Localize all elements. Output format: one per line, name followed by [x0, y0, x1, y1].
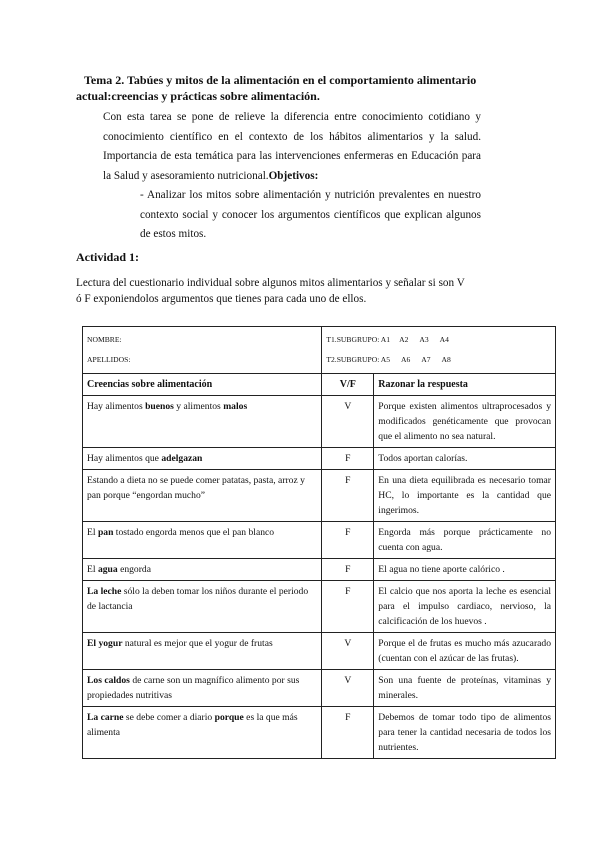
belief-text: tostado engorda menos que el pan blanco	[113, 527, 275, 538]
activity-instructions	[76, 276, 516, 307]
belief-text: se debe comer a diario	[123, 712, 215, 723]
belief-keyword: porque	[214, 712, 244, 723]
table-row	[83, 396, 556, 448]
reason-cell: Porque el de frutas es mucho más azucarado (cuentan con el azúcar de las frutas).	[374, 633, 556, 670]
vf-answer: F	[322, 448, 374, 470]
belief-cell	[83, 581, 322, 633]
belief-keyword: pan	[97, 527, 114, 538]
reason-cell: Todos aportan calorías.	[374, 448, 556, 470]
subgroup-cell	[322, 327, 556, 374]
title-line-2: actual:creencias y prácticas sobre alimentación.	[76, 89, 320, 103]
intro-text: Con esta tarea se pone de relieve la diferencia entre conocimiento cotidiano y conocimiento científico en el contexto de los hábitos alimentarios y la salud. Importancia de esta temática para las intervenciones enfermeras en Educación para la Salud y asesoramiento nutricional.	[103, 111, 481, 182]
belief-text: es la que más alimenta	[87, 712, 298, 738]
belief-cell	[83, 633, 322, 670]
intro-paragraph	[103, 108, 481, 186]
belief-text: El	[87, 564, 98, 575]
objectives-label: Objetivos:	[268, 169, 319, 182]
table-row	[83, 633, 556, 670]
subgroup-t2: T2.SUBGRUPO: A5 A6 A7 A8	[326, 355, 451, 364]
student-name-cell	[83, 327, 322, 374]
column-header-row	[83, 374, 556, 396]
nombre-label: NOMBRE:	[87, 335, 122, 344]
belief-text: natural es mejor que el yogur de frutas	[122, 638, 273, 649]
table-row	[83, 522, 556, 559]
column-header-vf: V/F	[322, 374, 374, 396]
belief-keyword: buenos	[145, 401, 174, 412]
belief-cell	[83, 448, 322, 470]
vf-answer: V	[322, 633, 374, 670]
document-title	[76, 72, 530, 104]
belief-cell	[83, 396, 322, 448]
vf-answer: F	[322, 707, 374, 759]
belief-keyword: El yogur	[87, 638, 123, 649]
belief-keyword: La leche	[87, 586, 122, 597]
reason-cell: Porque existen alimentos ultraprocesados y modificados genéticamente que provocan que el alimento no sea natural.	[374, 396, 556, 448]
beliefs-table	[82, 326, 556, 759]
belief-cell	[83, 470, 322, 522]
reason-cell: El agua no tiene aporte calórico .	[374, 559, 556, 581]
vf-answer: F	[322, 470, 374, 522]
apellidos-label: APELLIDOS:	[87, 355, 131, 364]
belief-text: El	[87, 527, 98, 538]
belief-cell	[83, 670, 322, 707]
table-row	[83, 581, 556, 633]
reason-cell: Engorda más porque prácticamente no cuenta con agua.	[374, 522, 556, 559]
table-row	[83, 670, 556, 707]
subgroup-t1: T1.SUBGRUPO: A1 A2 A3 A4	[326, 335, 449, 344]
student-info-row	[83, 327, 556, 374]
vf-answer: F	[322, 559, 374, 581]
instructions-line-1: Lectura del cuestionario individual sobre algunos mitos alimentarios y señalar si son V	[76, 277, 465, 289]
belief-text: de carne son un magnífico alimento por sus propiedades nutritivas	[87, 675, 300, 701]
belief-text: Hay alimentos	[87, 401, 146, 412]
vf-answer: V	[322, 396, 374, 448]
belief-text: sólo la deben tomar los niños durante el periodo de lactancia	[87, 586, 309, 612]
belief-cell	[83, 559, 322, 581]
belief-keyword: agua	[97, 564, 118, 575]
belief-cell	[83, 707, 322, 759]
table-row	[83, 470, 556, 522]
table-row	[83, 448, 556, 470]
belief-keyword: adelgazan	[161, 453, 203, 464]
vf-answer: F	[322, 522, 374, 559]
table-row	[83, 707, 556, 759]
belief-text: engorda	[117, 564, 151, 575]
title-line-1: Tema 2. Tabúes y mitos de la alimentación en el comportamiento alimentario	[84, 73, 477, 87]
activity-heading: Actividad 1:	[76, 250, 139, 264]
vf-answer: F	[322, 581, 374, 633]
reason-cell: En una dieta equilibrada es necesario tomar HC, lo importante es la cantidad que ingerimos.	[374, 470, 556, 522]
column-header-beliefs: Creencias sobre alimentación	[83, 374, 322, 396]
reason-cell: Son una fuente de proteínas, vitaminas y minerales.	[374, 670, 556, 707]
belief-text: Hay alimentos que	[87, 453, 162, 464]
objective-item: - Analizar los mitos sobre alimentación y nutrición prevalentes en nuestro contexto social y conocer los argumentos científicos que explican algunos de estos mitos.	[140, 189, 481, 240]
belief-keyword: Los caldos	[87, 675, 130, 686]
belief-keyword: malos	[223, 401, 248, 412]
belief-text: Estando a dieta no se puede comer patatas, pasta, arroz y pan porque “engordan mucho”	[87, 475, 305, 501]
vf-answer: V	[322, 670, 374, 707]
instructions-line-2: ó F exponiendolos argumentos que tienes para cada uno de ellos.	[76, 292, 367, 305]
reason-cell: El calcio que nos aporta la leche es esencial para el impulso cardiaco, nervioso, la calcificación de los huevos .	[374, 581, 556, 633]
table-row	[83, 559, 556, 581]
reason-cell: Debemos de tomar todo tipo de alimentos para tener la cantidad necesaria de todos los nutrientes.	[374, 707, 556, 759]
column-header-reason: Razonar la respuesta	[374, 374, 556, 396]
belief-keyword: La carne	[87, 712, 124, 723]
belief-cell	[83, 522, 322, 559]
belief-text: y alimentos	[173, 401, 224, 412]
